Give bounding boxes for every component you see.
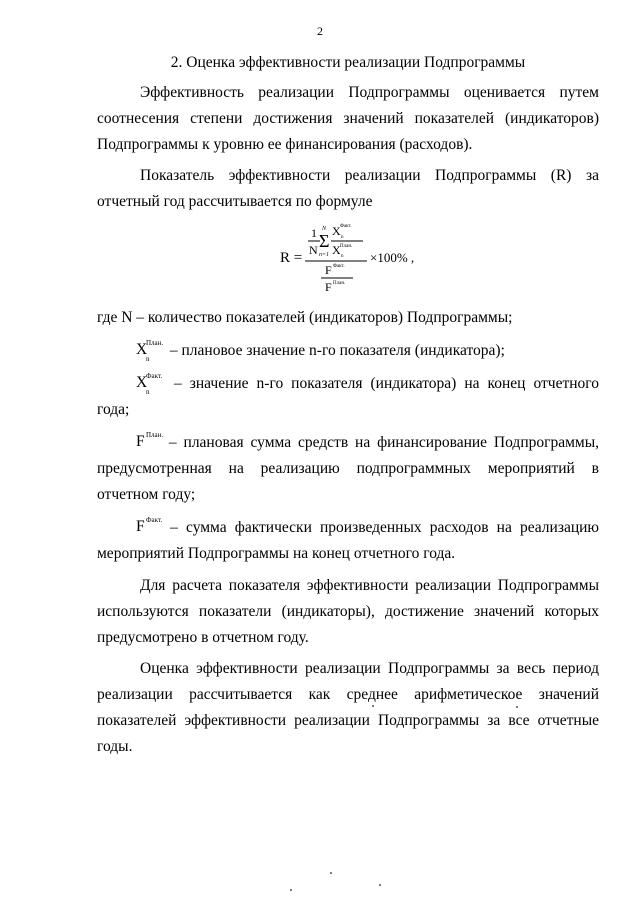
indicators-paragraph: Для расчета показателя эффективности реализации Подпрограммы используются показатели (индикаторы), достижение значений которых предусмотрено в отчетном году.	[97, 577, 599, 646]
formula-x-fact: X	[332, 224, 341, 238]
formula-x-plan-sup: План.	[340, 244, 353, 249]
intro-paragraph: Эффективность реализации Подпрограммы оценивается путем соотнесения степени достижения значений показателей (индикаторов) Подпрограммы к уровню ее финансирования (расходов).	[97, 84, 599, 153]
formula-sum-lower: n=1	[319, 252, 330, 258]
section-title: 2. Оценка эффективности реализации Подпрограммы	[170, 54, 526, 71]
scan-speck	[516, 706, 518, 708]
efficiency-formula	[97, 217, 599, 295]
definition-f-plan	[97, 429, 599, 508]
formula-fraction-graphic	[97, 217, 599, 295]
definition-f-plan-text: – плановая сумма средств на финансирование Подпрограммы, предусмотренная на реализацию подпрограммных мероприятий в отчетном году;	[97, 434, 600, 503]
document-body	[97, 50, 599, 765]
formula-f-plan-sup: План.	[333, 281, 346, 286]
formula-f-fact-sup: Факт.	[333, 264, 345, 269]
period-paragraph: Оценка эффективности реализации Подпрограммы за весь период реализации рассчитывается как среднее арифметическое значений показателей эффективности реализации Подпрограммы за все отчетные годы.	[97, 660, 599, 755]
formula-tail: ×100% ,	[370, 250, 415, 265]
formula-x-plan-sub: n	[341, 254, 344, 259]
scan-speck	[379, 884, 381, 886]
scan-speck	[330, 872, 332, 874]
scan-speck	[290, 889, 292, 891]
formula-x-plan: X	[332, 243, 341, 257]
definition-x-plan	[97, 337, 599, 364]
scan-speck	[372, 705, 374, 707]
symbol-x-fact: X Факт. n	[136, 372, 163, 396]
formula-intro-paragraph: Показатель эффективности реализации Подпрограммы (R) за отчетный год рассчитывается по формуле	[97, 167, 599, 210]
symbol-f-plan: F План.	[136, 431, 164, 450]
definition-f-fact	[97, 514, 599, 567]
formula-x-fact-sub: n	[341, 235, 344, 240]
definition-x-plan-text: – плановое значение n-го показателя (индикатора);	[169, 342, 505, 359]
formula-one: 1	[311, 226, 317, 240]
definition-x-fact-text: – значение n-го показателя (индикатора) на конец отчетного года;	[97, 375, 599, 418]
formula-f-fact: F	[325, 263, 332, 277]
formula-n-denominator: N	[309, 243, 318, 257]
sigma-icon: Σ	[319, 231, 330, 251]
formula-sum-upper: N	[322, 226, 327, 232]
symbol-f-fact: F Факт.	[136, 516, 163, 535]
formula-lhs: R =	[280, 250, 303, 266]
symbol-x-plan: X План. n	[136, 339, 164, 363]
definition-x-fact	[97, 370, 599, 423]
formula-x-fact-sup: Факт.	[340, 224, 352, 229]
formula-f-plan: F	[325, 280, 332, 294]
where-line: где N – количество показателей (индикаторов) Подпрограммы;	[97, 309, 513, 326]
definition-f-fact-text: – сумма фактически произведенных расходов на реализацию мероприятий Подпрограммы на конец отчетного года.	[97, 519, 599, 562]
page-number: 2	[317, 24, 323, 38]
